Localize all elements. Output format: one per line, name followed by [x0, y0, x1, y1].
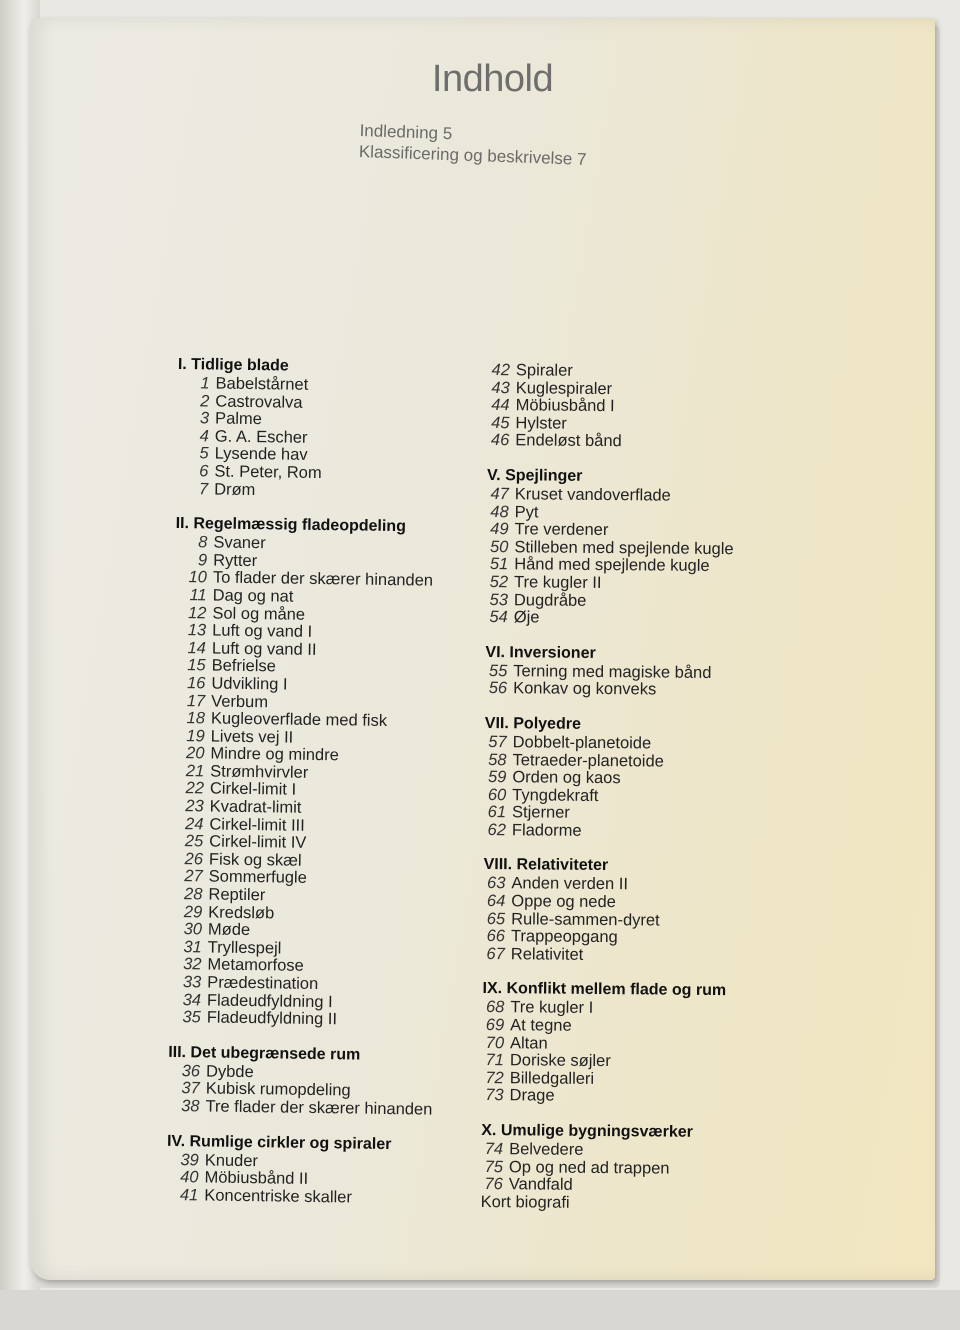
- entry-number: 53: [489, 590, 509, 609]
- entry-title: Vandfald: [508, 1175, 573, 1194]
- entry-title: Livets vej II: [210, 727, 294, 747]
- entry-title: Kubisk rumopdeling: [205, 1079, 351, 1100]
- toc-entry: [169, 1009, 434, 1030]
- entry-title: Op og ned ad trappen: [508, 1157, 670, 1178]
- entry-title: Rulle-sammen-dyret: [511, 909, 660, 930]
- entry-number: 66: [486, 927, 506, 946]
- entry-number: 10: [188, 568, 208, 587]
- entry-number: 3: [199, 409, 210, 428]
- intro-list: [359, 120, 588, 170]
- entry-number: 58: [488, 750, 507, 769]
- entry-title: Fladeudfyldning I: [206, 991, 333, 1011]
- entry-title: Fladeudfyldning II: [206, 1008, 338, 1029]
- section-heading: V. Spejlinger: [486, 466, 583, 485]
- toc-section: [487, 362, 735, 452]
- entry-title: Drage: [509, 1086, 555, 1106]
- entry-number: 12: [187, 603, 207, 622]
- entry-title: Verbum: [211, 691, 269, 711]
- entry-title: Mindre og mindre: [210, 744, 339, 765]
- entry-title: Fladorme: [511, 821, 582, 840]
- entry-title: Befrielse: [211, 656, 277, 676]
- section-heading: I. Tidlige blade: [177, 356, 289, 375]
- entry-number: 62: [487, 820, 506, 840]
- entry-title: Rytter: [213, 551, 258, 570]
- toc-section: [486, 467, 735, 629]
- entry-number: 21: [185, 762, 205, 781]
- entry-title: Sommerfugle: [208, 867, 307, 888]
- entry-title: Knuder: [204, 1151, 259, 1170]
- entry-number: 6: [199, 462, 209, 481]
- entry-title: Stilleben med spejlende kugle: [514, 537, 734, 558]
- entry-number: 74: [484, 1140, 504, 1159]
- entry-title: St. Peter, Rom: [214, 462, 322, 482]
- entry-number: 56: [488, 679, 508, 698]
- toc-entry: [483, 946, 730, 966]
- page-title: Indhold: [431, 58, 554, 100]
- entry-number: 61: [487, 803, 507, 822]
- entry-title: Cirkel-limit III: [209, 815, 305, 835]
- entry-number: 43: [491, 378, 510, 397]
- toc-section: [484, 715, 732, 842]
- entry-number: 11: [189, 586, 207, 605]
- entry-title: Oppe og nede: [511, 892, 616, 912]
- entry-title: Reptiler: [208, 885, 266, 905]
- entry-title: Udvikling I: [211, 674, 288, 694]
- entry-number: 63: [487, 874, 506, 893]
- entry-number: 16: [186, 674, 206, 693]
- section-heading: VII. Polyedre: [484, 714, 581, 733]
- entry-number: 39: [180, 1150, 199, 1169]
- entry-title: Sol og måne: [212, 604, 306, 624]
- entry-number: 45: [491, 413, 510, 432]
- entry-number: 36: [181, 1061, 201, 1081]
- entry-number: 27: [184, 867, 203, 886]
- toc-section: [176, 356, 443, 502]
- entry-number: 52: [489, 572, 509, 592]
- entry-number: 65: [486, 909, 506, 928]
- entry-title: Kvadrat-limit: [209, 797, 302, 817]
- entry-title: Möbiusbånd II: [204, 1168, 309, 1189]
- entry-title: Tre kugler I: [510, 998, 594, 1018]
- entry-title: Kredsløb: [208, 903, 275, 923]
- entry-title: Tyngdekraft: [512, 785, 599, 805]
- toc-right-column: [480, 362, 735, 1230]
- entry-title: Metamorfose: [207, 955, 304, 976]
- entry-title: Kruset vandoverflade: [514, 485, 671, 505]
- entry-title: Dag og nat: [212, 586, 294, 606]
- entry-number: 57: [488, 732, 507, 752]
- entry-number: 34: [182, 990, 202, 1009]
- table-surface: [0, 1290, 960, 1330]
- toc-entry: [486, 609, 733, 629]
- entry-title: Hånd med spejlende kugle: [514, 555, 710, 576]
- entry-title: Tre flader der skærer hinanden: [205, 1097, 433, 1119]
- entry-title: Luft og vand I: [212, 621, 313, 642]
- entry-title: Belvedere: [509, 1140, 584, 1159]
- entry-number: 20: [185, 744, 205, 763]
- entry-title: Stjerner: [511, 803, 570, 823]
- entry-title: Prædestination: [207, 973, 319, 994]
- section-heading: VIII. Relativiteter: [483, 856, 609, 875]
- toc-left-column: [166, 356, 443, 1225]
- entry-title: Dugdråbe: [513, 590, 587, 610]
- entry-number: 13: [187, 621, 207, 640]
- entry-number: 35: [182, 1008, 201, 1027]
- entry-number: 26: [184, 849, 204, 869]
- section-heading: IV. Rumlige cirkler og spiraler: [166, 1132, 392, 1153]
- entry-number: 22: [185, 779, 205, 798]
- entry-number: 18: [186, 709, 206, 728]
- entry-number: 54: [489, 608, 508, 627]
- entry-number: 1: [200, 374, 210, 393]
- entry-number: 68: [485, 998, 505, 1017]
- entry-title: Hylster: [515, 414, 567, 433]
- entry-number: 40: [180, 1168, 199, 1187]
- entry-title: Doriske søjler: [509, 1051, 611, 1071]
- entry-title: Billedgalleri: [509, 1069, 595, 1088]
- entry-number: 71: [485, 1051, 504, 1070]
- entry-title: Möbiusbånd I: [515, 396, 615, 416]
- entry-number: 4: [199, 427, 210, 446]
- entry-title: Møde: [207, 920, 251, 940]
- entry-title: Terning med magiske bånd: [513, 661, 712, 682]
- toc-section: [482, 980, 730, 1107]
- entry-number: 51: [489, 555, 509, 574]
- entry-number: 24: [184, 814, 204, 834]
- book-page: [30, 18, 935, 1280]
- entry-title: Relativitet: [510, 945, 584, 964]
- entry-title: At tegne: [510, 1016, 572, 1035]
- entry-number: 7: [198, 479, 209, 498]
- toc-section: [169, 515, 441, 1030]
- toc-section: [483, 856, 731, 965]
- toc-entry: [166, 1187, 431, 1208]
- entry-title: Drøm: [214, 480, 256, 499]
- entry-number: 30: [183, 920, 203, 939]
- entry-number: 55: [488, 661, 508, 680]
- toc-section: [485, 644, 733, 700]
- entry-number: 59: [487, 768, 507, 787]
- entry-number: 60: [487, 785, 507, 804]
- entry-title: Spiraler: [515, 361, 573, 380]
- entry-number: 38: [181, 1097, 200, 1116]
- section-heading: III. Det ubegrænsede rum: [168, 1043, 361, 1064]
- section-heading: X. Umulige bygningsværker: [481, 1121, 693, 1141]
- entry-title: Svaner: [213, 533, 266, 553]
- entry-number: 44: [491, 396, 510, 415]
- toc-entry: [484, 822, 731, 842]
- section-heading: VI. Inversioner: [485, 643, 596, 662]
- entry-title: Tetraeder-planetoide: [512, 750, 664, 771]
- entry-title: Babelstårnet: [215, 374, 309, 394]
- entry-number: 73: [485, 1086, 504, 1105]
- entry-title: Tryllespejl: [207, 938, 282, 958]
- entry-number: 69: [485, 1016, 505, 1035]
- entry-number: 76: [484, 1175, 503, 1194]
- entry-number: 5: [199, 444, 209, 463]
- entry-number: 19: [186, 726, 205, 746]
- entry-number: 46: [490, 431, 510, 450]
- entry-title: Dybde: [205, 1062, 254, 1081]
- entry-number: 70: [485, 1033, 505, 1052]
- toc-section: [481, 1122, 729, 1214]
- entry-title: Kort biografi: [480, 1192, 570, 1212]
- entry-number: 64: [486, 892, 506, 911]
- intro-line: Klassificering og beskrivelse 7: [358, 141, 587, 169]
- entry-title: Fisk og skæl: [208, 850, 302, 870]
- entry-number: 25: [184, 832, 204, 851]
- section-heading: IX. Konflikt mellem flade og rum: [482, 980, 727, 1000]
- entry-title: Kuglespiraler: [515, 378, 613, 398]
- entry-title: Lysende hav: [214, 444, 308, 465]
- entry-number: 8: [198, 533, 208, 552]
- toc-entry: [487, 432, 734, 452]
- entry-title: Strømhvirvler: [210, 762, 309, 782]
- entry-title: G. A. Escher: [214, 427, 308, 447]
- entry-title: Luft og vand II: [211, 639, 317, 659]
- toc-entry: [482, 1087, 729, 1107]
- entry-number: 72: [485, 1068, 504, 1087]
- entry-number: 41: [179, 1185, 199, 1205]
- toc-section: [166, 1132, 432, 1207]
- entry-title: Tre kugler II: [514, 573, 602, 592]
- section-heading: II. Regelmæssig fladeopdeling: [175, 515, 407, 536]
- toc-entry: [167, 1098, 432, 1119]
- entry-title: Pyt: [514, 502, 539, 522]
- entry-title: Koncentriske skaller: [204, 1186, 353, 1207]
- entry-title: Trappeopgang: [510, 927, 618, 947]
- toc-entry: [485, 680, 732, 700]
- entry-title: To flader der skærer hinanden: [212, 568, 434, 590]
- entry-title: Konkav og konveks: [513, 679, 657, 699]
- entry-number: 32: [183, 955, 202, 974]
- entry-number: 37: [181, 1079, 200, 1098]
- entry-number: 2: [200, 391, 210, 411]
- toc-entry: [481, 1194, 728, 1214]
- entry-number: 33: [182, 973, 202, 992]
- entry-number: 48: [490, 502, 509, 521]
- entry-title: Kugleoverflade med fisk: [210, 709, 388, 731]
- entry-title: Øje: [513, 608, 540, 627]
- toc-section: [167, 1044, 433, 1119]
- entry-number: 15: [187, 656, 206, 675]
- entry-number: 23: [185, 797, 204, 816]
- entry-title: Cirkel-limit I: [209, 779, 297, 800]
- entry-number: 14: [187, 638, 207, 658]
- entry-number: 29: [183, 902, 203, 922]
- entry-number: 17: [186, 691, 206, 710]
- entry-title: Altan: [509, 1033, 548, 1053]
- entry-title: Dobbelt-planetoide: [512, 733, 652, 753]
- entry-number: 47: [490, 484, 509, 504]
- entry-number: 75: [484, 1157, 504, 1176]
- entry-number: 49: [490, 520, 509, 539]
- toc-entry: [176, 481, 441, 502]
- entry-title: Endeløst bånd: [515, 431, 622, 451]
- entry-number: 67: [486, 944, 505, 964]
- entry-title: Cirkel-limit IV: [209, 832, 307, 853]
- entry-title: Orden og kaos: [512, 768, 621, 788]
- entry-title: Palme: [215, 409, 263, 429]
- entry-number: 50: [489, 537, 509, 556]
- entry-title: Castrovalva: [215, 392, 303, 412]
- entry-title: Anden verden II: [511, 874, 629, 894]
- entry-number: 42: [491, 361, 511, 380]
- intro-line: Indledning 5: [359, 120, 453, 144]
- entry-number: 9: [197, 551, 208, 570]
- entry-title: Tre verdener: [514, 520, 609, 540]
- entry-number: 28: [184, 885, 203, 904]
- entry-number: 31: [183, 937, 202, 957]
